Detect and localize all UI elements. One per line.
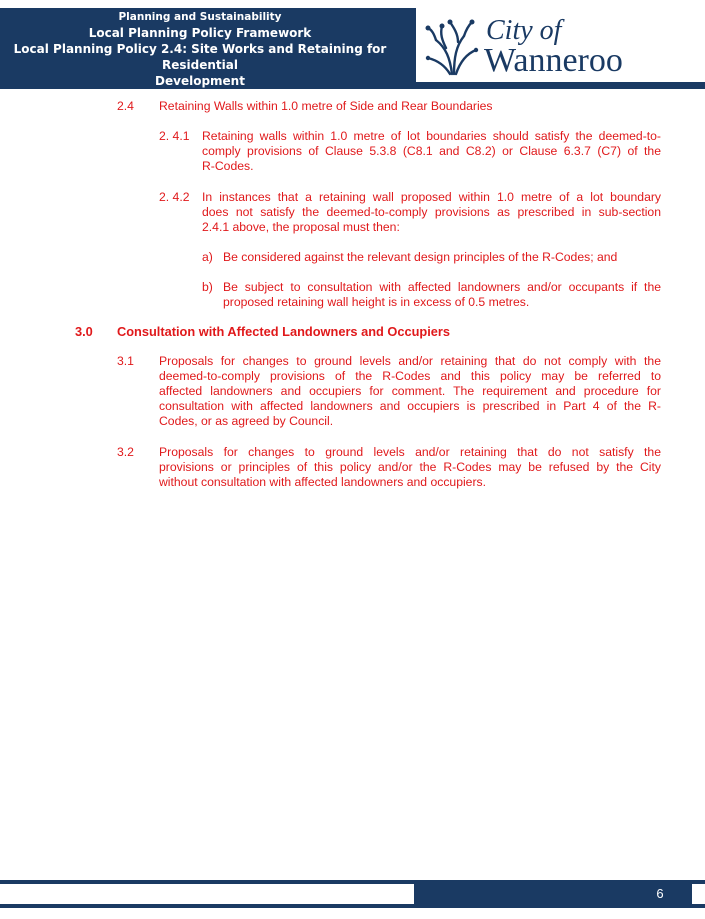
header-title-block	[0, 8, 400, 89]
clause-number: 3.2	[117, 445, 134, 459]
clause-line: R-Codes.	[202, 159, 254, 173]
header-framework: Local Planning Policy Framework	[88, 25, 312, 40]
kangaroo-paw-logo-icon	[424, 18, 480, 76]
clause-number: 2. 4.1	[159, 129, 190, 143]
clause-line: 2.4.1 above, the proposal must then:	[202, 220, 400, 234]
clause-line: Retaining walls within 1.0 metre of lot boundaries should satisfy the deemed-to-	[202, 129, 661, 143]
logo-city-text: City of	[486, 15, 562, 46]
clause-line: Codes, or as agreed by Council.	[159, 414, 334, 428]
clause-text	[159, 354, 661, 429]
list-text: Be considered against the relevant design principles of the R-Codes; and	[223, 250, 618, 264]
header-policy-title-cont: Development	[155, 73, 245, 88]
section-number: 3.0	[75, 324, 93, 339]
clause-line: Proposals for changes to ground levels and/or retaining that do not satisfy the	[159, 445, 661, 459]
page-number: 6	[656, 886, 664, 901]
list-line: Be subject to consultation with affected landowners and/or occupants if the	[223, 280, 661, 294]
list-label: a)	[202, 250, 213, 264]
clause-text	[202, 129, 661, 174]
section-title: Retaining Walls within 1.0 metre of Side and Rear Boundaries	[159, 99, 493, 113]
list-label: b)	[202, 280, 213, 294]
footer-right-bar	[692, 884, 705, 904]
clause-line: consultation with affected landowners and occupiers is prescribed in Part 4 of the R-	[159, 399, 661, 413]
list-line: proposed retaining wall height is in excess of 0.5 metres.	[223, 295, 530, 309]
clause-line: does not satisfy the deemed-to-comply provisions as prescribed in sub-section	[202, 205, 661, 219]
clause-line: comply provisions of Clause 5.3.8 (C8.1 and C8.2) or Clause 6.3.7 (C7) of the	[202, 144, 661, 158]
clause-number: 2. 4.2	[159, 190, 190, 204]
clause-line: Proposals for changes to ground levels and/or retaining that do not comply with the	[159, 354, 661, 368]
city-logo	[416, 8, 705, 82]
clause-text	[159, 445, 661, 490]
logo-name-text: Wanneroo	[484, 42, 623, 79]
clause-line: without consultation with affected landowners and occupiers.	[159, 475, 487, 489]
section-number: 2.4	[117, 99, 134, 113]
page-header	[0, 0, 705, 89]
section-title: Consultation with Affected Landowners and Occupiers	[117, 324, 450, 339]
header-department: Planning and Sustainability	[118, 10, 282, 23]
list-text	[223, 280, 661, 310]
clause-number: 3.1	[117, 354, 134, 368]
clause-line: In instances that a retaining wall proposed within 1.0 metre of a lot boundary	[202, 190, 661, 204]
clause-line: deemed-to-comply provisions of the R-Codes and this policy may be referred to	[159, 369, 661, 383]
header-policy-title: Local Planning Policy 2.4: Site Works and Retaining for Residential	[13, 41, 387, 72]
clause-line: provisions or principles of this policy and/or the R-Codes may be refused by the City	[159, 460, 661, 474]
footer-left-bar	[0, 884, 414, 904]
clause-line: affected landowners and occupiers for comment. The requirement and procedure for	[159, 384, 661, 398]
clause-text	[202, 190, 661, 235]
